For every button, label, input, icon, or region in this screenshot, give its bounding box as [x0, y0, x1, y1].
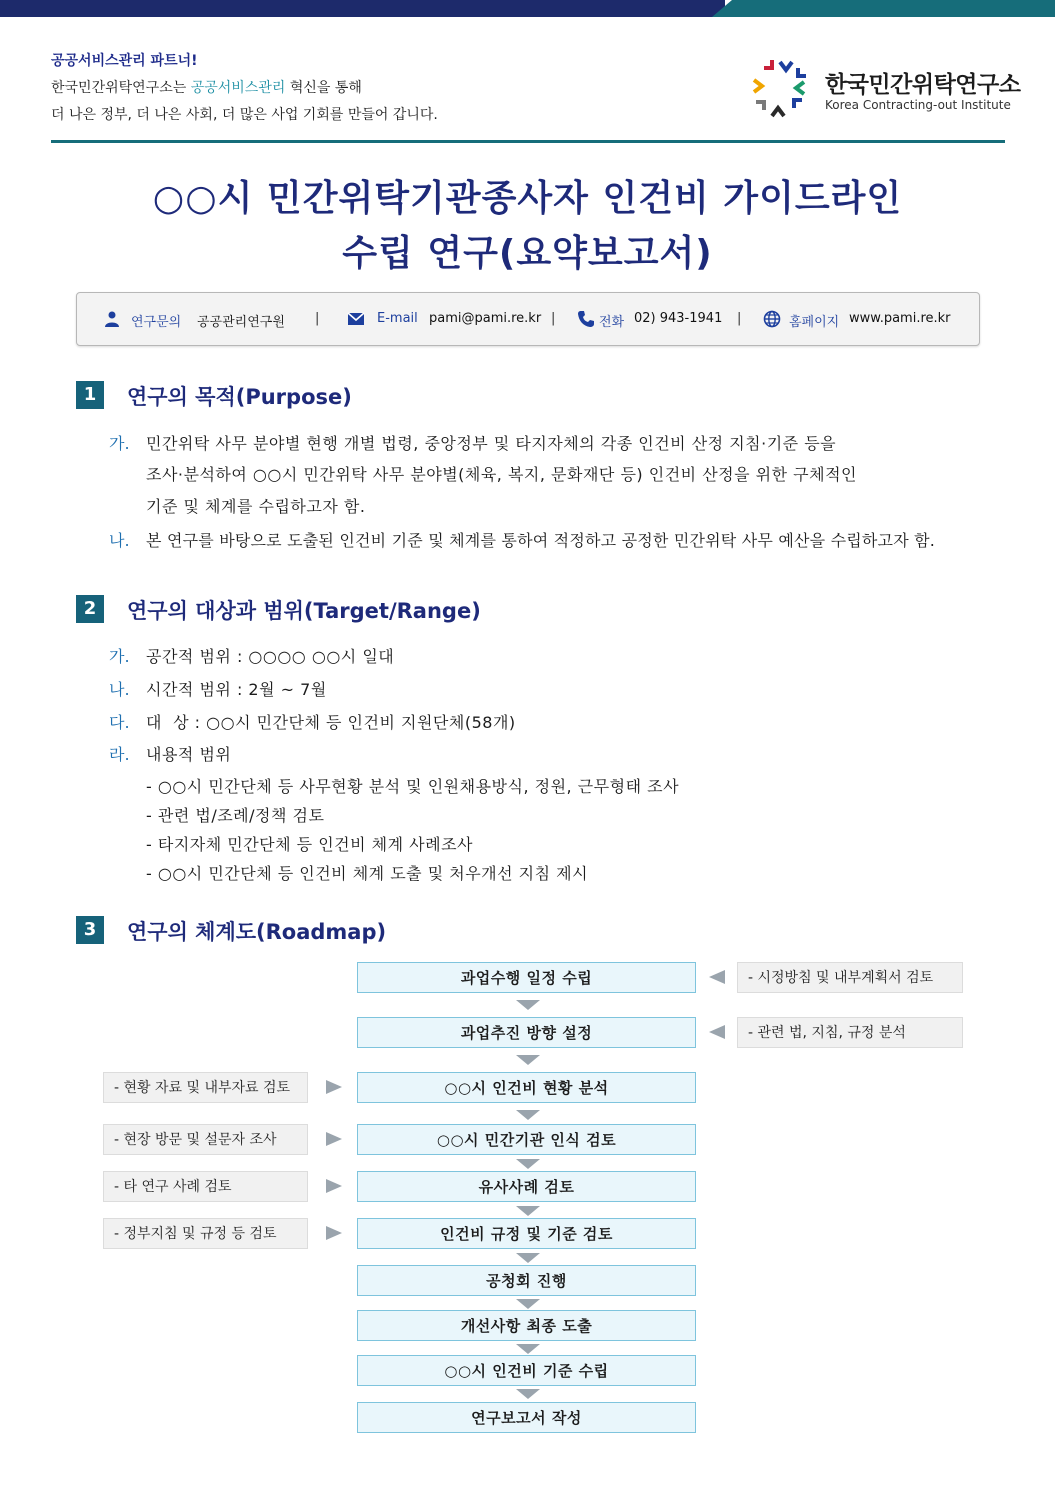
roadmap-step-8: 개선사항 최종 도출 [357, 1310, 696, 1341]
email-value[interactable]: pami@pami.re.kr [429, 311, 542, 326]
intro-line-2: 더 나은 정부, 더 나은 사회, 더 많은 사업 기회를 만들어 갑니다. [51, 107, 438, 123]
s1-item-a-line-1: 민간위탁 사무 분야별 현행 개별 법령, 중앙정부 및 타지자체의 각종 인건비 산정 지침·기준 등을 [146, 434, 837, 453]
roadmap-step-9: ○○시 인건비 기준 수립 [357, 1355, 696, 1386]
arrow-down-icon [516, 1000, 540, 1010]
s2-marker-d: 라. [109, 745, 130, 764]
logo-name-en: Korea Contracting-out Institute [825, 98, 1011, 112]
web-label: 홈페이지 [789, 315, 840, 330]
arrow-right-icon [326, 1132, 342, 1146]
s2-subitem-4: - ○○시 민간단체 등 인건비 체계 도출 및 처우개선 지침 제시 [146, 864, 589, 883]
s2-item-c: 대 상 : ○○시 민간단체 등 인건비 지원단체(58개) [146, 713, 516, 732]
s2-subitem-1: - ○○시 민간단체 등 사무현황 분석 및 인원채용방식, 정원, 근무형태 조사 [146, 777, 680, 796]
roadmap-step-5: 유사사례 검토 [357, 1171, 696, 1202]
arrow-left-icon [709, 1025, 725, 1039]
tagline: 공공서비스관리 파트너! [51, 53, 198, 69]
roadmap-note-left-1: - 현황 자료 및 내부자료 검토 [103, 1072, 308, 1103]
phone-icon [577, 310, 595, 328]
contact-bar [76, 292, 980, 346]
arrow-left-icon [709, 970, 725, 984]
arrow-down-icon [516, 1206, 540, 1216]
section-1-title: 연구의 목적(Purpose) [127, 385, 352, 409]
separator: | [737, 311, 742, 326]
phone-label: 전화 [599, 315, 625, 330]
roadmap-note-left-3: - 타 연구 사례 검토 [103, 1171, 308, 1202]
intro-line-1: 한국민간위탁연구소는 공공서비스관리 혁신을 통해 [51, 80, 362, 96]
person-icon [103, 310, 121, 328]
roadmap-step-1: 과업수행 일정 수립 [357, 962, 696, 993]
mail-icon [347, 310, 365, 328]
s1-item-a-line-2: 조사·분석하여 ○○시 민간위탁 사무 분야별(체육, 복지, 문화재단 등) 인건비 산정을 위한 구체적인 [146, 465, 857, 484]
phone-value: 02) 943-1941 [634, 311, 723, 326]
s2-item-d: 내용적 범위 [146, 745, 232, 764]
roadmap-note-right-2: - 관련 법, 지침, 규정 분석 [737, 1017, 963, 1048]
pinwheel-logo-icon [748, 56, 808, 120]
web-value[interactable]: www.pami.re.kr [849, 311, 951, 326]
arrow-down-icon [516, 1055, 540, 1065]
roadmap-step-3: ○○시 인건비 현황 분석 [357, 1072, 696, 1103]
arrow-right-icon [326, 1226, 342, 1240]
roadmap-note-left-2: - 현장 방문 및 설문자 조사 [103, 1124, 308, 1155]
section-2-title: 연구의 대상과 범위(Target/Range) [127, 599, 481, 623]
arrow-down-icon [516, 1159, 540, 1169]
s2-subitem-3: - 타지자체 민간단체 등 인건비 체계 사례조사 [146, 835, 473, 854]
section-3-number: 3 [76, 916, 104, 944]
s1-marker-b: 나. [109, 531, 130, 550]
arrow-down-icon [516, 1253, 540, 1263]
roadmap-note-left-4: - 정부지침 및 규정 등 검토 [103, 1218, 308, 1249]
arrow-right-icon [326, 1080, 342, 1094]
roadmap-step-6: 인건비 규정 및 기준 검토 [357, 1218, 696, 1249]
section-2-number: 2 [76, 595, 104, 623]
separator: | [551, 311, 556, 326]
roadmap-step-2: 과업추진 방향 설정 [357, 1017, 696, 1048]
arrow-down-icon [516, 1110, 540, 1120]
top-bar-teal [712, 0, 1055, 17]
logo-name-ko: 한국민간위탁연구소 [825, 72, 1021, 98]
s2-marker-a: 가. [109, 647, 130, 666]
s2-item-b: 시간적 범위 : 2월 ~ 7월 [146, 680, 327, 699]
section-3-title: 연구의 체계도(Roadmap) [127, 920, 387, 944]
globe-icon [763, 310, 781, 328]
arrow-right-icon [326, 1179, 342, 1193]
s2-marker-b: 나. [109, 680, 130, 699]
arrow-down-icon [516, 1299, 540, 1309]
page-title-line-1: ○○시 민간위탁기관종사자 인건비 가이드라인 [152, 178, 903, 219]
s2-item-a: 공간적 범위 : ○○○○ ○○시 일대 [146, 647, 395, 666]
roadmap-note-right-1: - 시정방침 및 내부계획서 검토 [737, 962, 963, 993]
email-label: E-mail [377, 311, 418, 326]
top-bar-navy [0, 0, 725, 17]
separator: | [315, 311, 320, 326]
arrow-down-icon [516, 1389, 540, 1399]
s1-marker-a: 가. [109, 434, 130, 453]
page-title-line-2: 수립 연구(요약보고서) [342, 233, 713, 274]
s2-marker-c: 다. [109, 713, 130, 732]
header-rule [51, 140, 1005, 143]
inquiry-label: 연구문의 [131, 315, 182, 330]
roadmap-step-4: ○○시 민간기관 인식 검토 [357, 1124, 696, 1155]
roadmap-step-7: 공청회 진행 [357, 1265, 696, 1296]
s2-subitem-2: - 관련 법/조례/정책 검토 [146, 806, 325, 825]
s1-item-a-line-3: 기준 및 체계를 수립하고자 함. [146, 497, 366, 516]
inquiry-value: 공공관리연구원 [197, 315, 285, 330]
section-1-number: 1 [76, 381, 104, 409]
arrow-down-icon [516, 1344, 540, 1354]
s1-item-b-line-1: 본 연구를 바탕으로 도출된 인건비 기준 및 체계를 통하여 적정하고 공정한 민간위탁 사무 예산을 수립하고자 함. [146, 531, 936, 550]
roadmap-step-10: 연구보고서 작성 [357, 1402, 696, 1433]
